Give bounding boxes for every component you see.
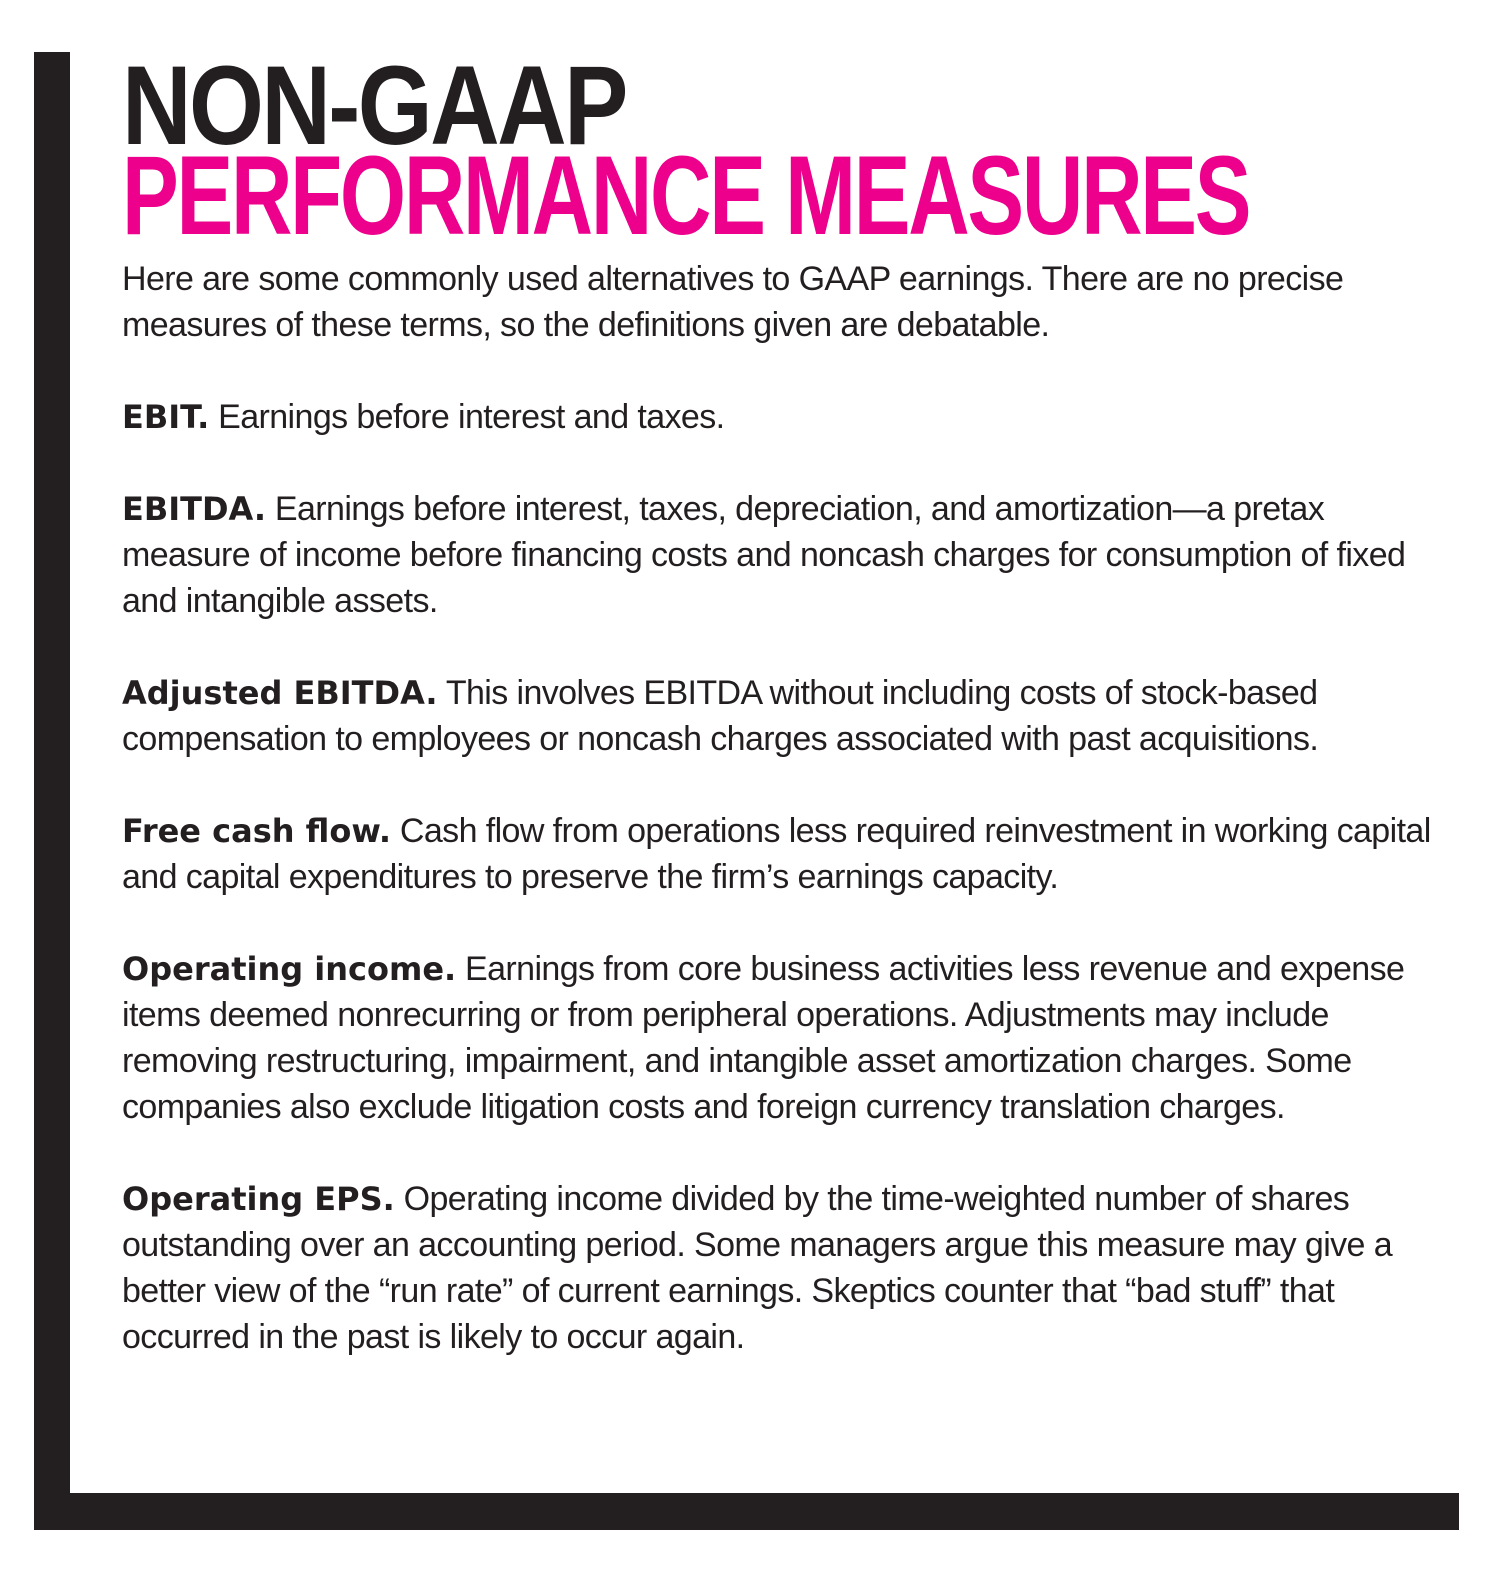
frame-left-bar (34, 52, 70, 1530)
intro-paragraph: Here are some commonly used alternatives to GAAP earnings. There are no precise measures of these terms, so the definitions given are debatable. (122, 260, 1344, 344)
term-name: Operating EPS. (122, 1180, 395, 1218)
title-line-1: NON-GAAP (122, 43, 626, 168)
term-definition: This involves EBITDA without including costs of stock-based compensation to employees or noncash charges associated with past acquisitions. (122, 674, 1319, 758)
term-operating-income (122, 946, 1452, 1130)
title-line-2: PERFORMANCE MEASURES (122, 133, 1250, 258)
term-definition: Operating income divided by the time-weighted number of shares outstanding over an accounting period. Some managers argue this measure may give a better view of the “run rate” of current earnings. Skeptics counter that “bad stuff” that occurred in the past is likely to occur again. (122, 1180, 1393, 1356)
term-definition: Cash flow from operations less required reinvestment in working capital and capital expenditures to preserve the firm’s earnings capacity. (122, 812, 1431, 896)
term-definition: Earnings from core business activities less revenue and expense items deemed nonrecurring or from peripheral operations. Adjustments may include removing restructuring, impairment, and intangible asset amortization charges. Some companies also exclude litigation costs and foreign currency translation charges. (122, 950, 1405, 1126)
term-operating-eps (122, 1176, 1452, 1360)
term-definition: Earnings before interest and taxes. (218, 398, 725, 436)
term-name: Free cash flow. (122, 812, 392, 850)
term-name: EBIT. (122, 398, 210, 436)
term-ebit (122, 394, 1452, 440)
sidebar-box (122, 43, 1462, 1360)
frame-bottom-bar (34, 1493, 1459, 1530)
term-definition: Earnings before interest, taxes, depreciation, and amortization—a pretax measure of income before financing costs and noncash charges for consumption of fixed and intangible assets. (122, 490, 1406, 620)
term-name: Adjusted EBITDA. (122, 674, 438, 712)
term-name: EBITDA. (122, 490, 267, 528)
term-adjusted-ebitda (122, 670, 1452, 762)
term-free-cash-flow (122, 808, 1452, 900)
term-ebitda (122, 486, 1452, 624)
term-name: Operating income. (122, 950, 457, 988)
